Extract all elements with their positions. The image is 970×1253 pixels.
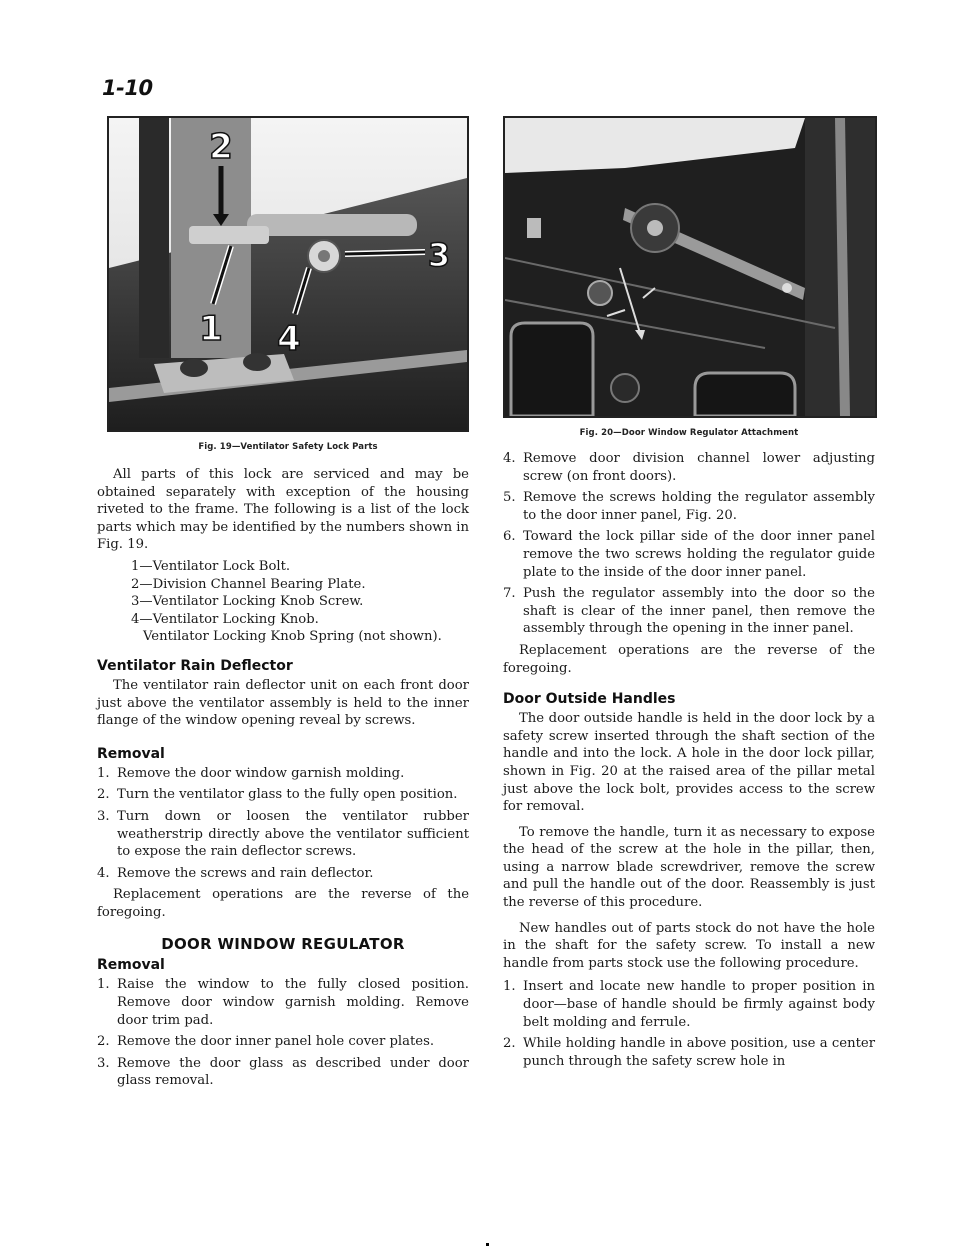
list-item: 7. Push the regulator assembly into the door so the shaft is clear of the inner panel, then remove the assembly through the opening in the inner panel. <box>503 586 875 637</box>
handles-para-3: New handles out of parts stock do not have the hole in the shaft for the safety screw. To install a new handle from parts stock use the following procedure. <box>503 920 875 971</box>
list-item: 2. Remove the door inner panel hole cover plates. <box>97 1034 435 1050</box>
ventilator-lock-photo <box>109 118 467 430</box>
list-item: 2. Turn the ventilator glass to the fully open position. <box>97 787 458 803</box>
right-column <box>503 116 875 1074</box>
door-outside-handles-heading: Door Outside Handles <box>503 691 676 708</box>
page-number: 1-10 <box>102 76 153 100</box>
figure-19-photo <box>107 116 469 432</box>
callout-2: 2 <box>209 127 233 167</box>
door-window-regulator-heading: DOOR WINDOW REGULATOR <box>161 935 405 954</box>
figure-20-photo <box>503 116 877 418</box>
callout-1: 1 <box>199 309 223 349</box>
regulator-removal-heading: Removal <box>97 957 165 974</box>
list-item: 1. Insert and locate new handle to proper position in door—base of handle should be firmly against body belt molding and ferrule. <box>503 979 875 1030</box>
rain-deflector-body: The ventilator rain deflector unit on each front door just above the ventilator assembly is held to the inner flange of the window opening reveal by screws. <box>97 677 469 729</box>
part-item: 2—Division Channel Bearing Plate. <box>131 576 366 592</box>
list-item: 1. Remove the door window garnish molding. <box>97 765 405 781</box>
part-item: Ventilator Locking Knob Spring (not shown). <box>143 629 442 645</box>
list-item: 6. Toward the lock pillar side of the door inner panel remove the two screws holding the regulator guide plate to the inside of the door inner panel. <box>503 529 875 580</box>
replacement-note: Replacement operations are the reverse of the foregoing. <box>97 887 469 920</box>
lock-parts-intro: All parts of this lock are serviced and may be obtained separately with exception of the housing riveted to the frame. The following is a list of the lock parts which may be identified by the numbers shown in Fig. 19. <box>97 467 469 553</box>
regulator-removal-steps-continued <box>503 450 875 638</box>
new-handle-steps <box>503 978 875 1070</box>
handles-para-2: To remove the handle, turn it as necessary to expose the head of the screw at the hole in the pillar, then, using a narrow blade screwdriver, remove the screw and pull the handle out of the door. Reassembly is just the reverse of this procedure. <box>503 824 875 911</box>
list-item: 3. Remove the door glass as described under door glass removal. <box>97 1055 469 1089</box>
callout-3: 3 <box>427 236 451 274</box>
part-item: 1—Ventilator Lock Bolt. <box>131 558 291 574</box>
regulator-removal-steps <box>97 976 469 1090</box>
part-item: 4—Ventilator Locking Knob. <box>131 611 319 627</box>
list-item: 4. Remove door division channel lower adjusting screw (on front doors). <box>503 451 875 484</box>
rain-deflector-removal-steps <box>97 765 469 883</box>
figure-20-caption: Fig. 20—Door Window Regulator Attachment <box>579 428 799 438</box>
handles-para-1: The door outside handle is held in the door lock by a safety screw inserted through the shaft section of the handle and into the lock. A hole in the door lock pillar, shown in Fig. 20 at the raised area of the pillar metal just above the lock bolt, provides access to the screw for removal. <box>503 711 875 815</box>
part-item: 3—Ventilator Locking Knob Screw. <box>131 594 364 610</box>
removal-heading: Removal <box>97 745 165 762</box>
rain-deflector-heading: Ventilator Rain Deflector <box>97 657 293 674</box>
list-item: 2. While holding handle in above position, use a center punch through the safety screw hole in <box>503 1036 875 1069</box>
list-item: 3. Turn down or loosen the ventilator rubber weatherstrip directly above the ventilator sufficient to expose the rain deflector screws. <box>97 808 469 860</box>
figure-19-caption: Fig. 19—Ventilator Safety Lock Parts <box>198 442 378 452</box>
door-regulator-photo <box>505 118 875 416</box>
list-item: 1. Raise the window to the fully closed position. Remove door window garnish molding. Remove door trim pad. <box>97 977 469 1028</box>
page-mark <box>486 1243 489 1246</box>
callout-4: 4 <box>277 319 301 359</box>
list-item: 5. Remove the screws holding the regulator assembly to the door inner panel, Fig. 20. <box>503 490 875 523</box>
left-column <box>97 116 469 1094</box>
list-item: 4. Remove the screws and rain deflector. <box>97 865 374 881</box>
regulator-replacement-note: Replacement operations are the reverse of the foregoing. <box>503 642 875 676</box>
parts-list <box>131 558 469 646</box>
